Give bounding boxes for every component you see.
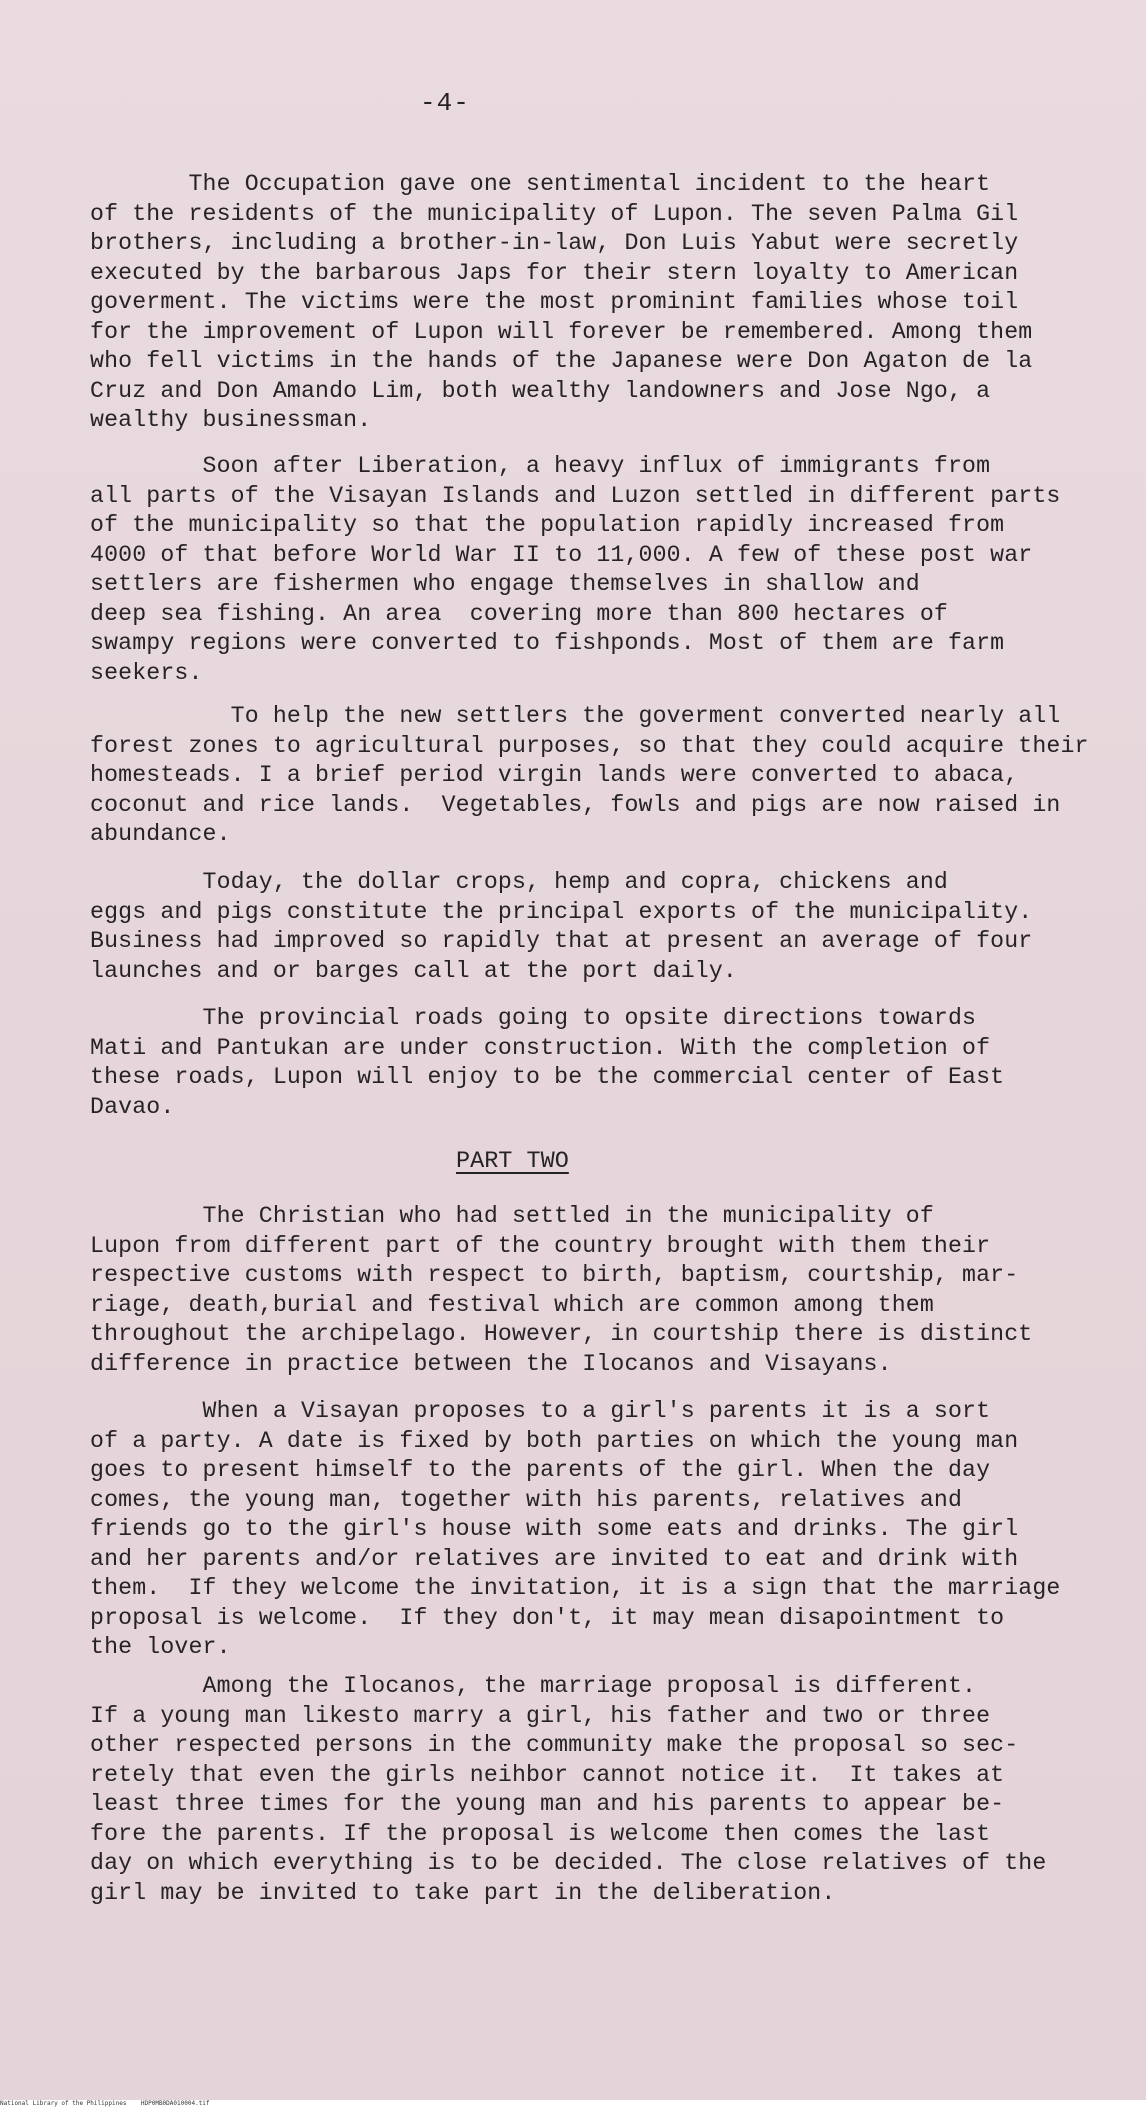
- text-line: friends go to the girl's house with some eats and drinks. The girl: [90, 1516, 1019, 1542]
- text-line: all parts of the Visayan Islands and Luzon settled in different parts: [90, 482, 1061, 509]
- page-number: -4-: [420, 88, 470, 118]
- text-line: difference in practice between the Ilocanos and Visayans.: [90, 1350, 892, 1377]
- paragraph-visayan-proposal: [90, 1397, 1070, 1663]
- text-line: swampy regions were converted to fishponds. Most of them are farm: [90, 630, 1005, 656]
- text-line: day on which everything is to be decided. The close relatives of the: [90, 1850, 1047, 1876]
- text-line: least three times for the young man and his parents to appear be-: [90, 1791, 1005, 1817]
- paragraph-exports: [90, 868, 1070, 986]
- text-line: settlers are fishermen who engage themselves in shallow and: [90, 571, 920, 597]
- text-line: them. If they welcome the invitation, it is a sign that the marriage: [90, 1575, 1061, 1601]
- text-line: eggs and pigs constitute the principal exports of the municipality.: [90, 898, 1033, 925]
- text-line: abundance.: [90, 821, 231, 847]
- text-line: riage, death,burial and festival which are common among them: [90, 1291, 934, 1318]
- text-line: wealthy businessman.: [90, 407, 372, 433]
- text-line: launches and or barges call at the port daily.: [90, 957, 737, 984]
- text-line: Soon after Liberation, a heavy influx of immigrants from: [90, 453, 991, 479]
- text-line: the lover.: [90, 1634, 231, 1660]
- paragraph-ilocano-proposal: [90, 1672, 1070, 1908]
- text-line: other respected persons in the community make the proposal so sec-: [90, 1732, 1019, 1758]
- text-line: of a party. A date is fixed by both parties on which the young man: [90, 1427, 1019, 1454]
- text-line: for the improvement of Lupon will forever be remembered. Among them: [90, 318, 1033, 345]
- text-line: The provincial roads going to opsite directions towards: [90, 1005, 977, 1031]
- text-line: deep sea fishing. An area covering more than 800 hectares of: [90, 600, 948, 627]
- text-line: these roads, Lupon will enjoy to be the commercial center of East: [90, 1064, 1005, 1090]
- paragraph-roads: [90, 1004, 1070, 1122]
- text-line: who fell victims in the hands of the Japanese were Don Agaton de la: [90, 348, 1033, 374]
- text-line: forest zones to agricultural purposes, so that they could acquire their: [90, 732, 1089, 759]
- paragraph-settlers: [90, 702, 1089, 850]
- text-line: seekers.: [90, 659, 203, 686]
- text-line: proposal is welcome. If they don't, it may mean disapointment to: [90, 1604, 1005, 1631]
- text-line: of the municipality so that the population rapidly increased from: [90, 512, 1005, 538]
- text-line: The Christian who had settled in the municipality of: [90, 1203, 934, 1229]
- text-line: Lupon from different part of the country brought with them their: [90, 1232, 991, 1259]
- text-line: Mati and Pantukan are under construction. With the completion of: [90, 1034, 991, 1061]
- text-line: When a Visayan proposes to a girl's parents it is a sort: [90, 1398, 991, 1424]
- text-line: Business had improved so rapidly that at present an average of four: [90, 928, 1033, 954]
- text-line: Among the Ilocanos, the marriage proposal is different.: [90, 1673, 977, 1699]
- text-line: goes to present himself to the parents of the girl. When the day: [90, 1457, 991, 1483]
- text-line: coconut and rice lands. Vegetables, fowls and pigs are now raised in: [90, 791, 1061, 818]
- text-line: homesteads. I a brief period virgin lands were converted to abaca,: [90, 762, 1019, 788]
- paragraph-occupation: [90, 170, 1070, 436]
- paragraph-liberation: [90, 452, 1070, 688]
- text-line: 4000 of that before World War II to 11,000. A few of these post war: [90, 541, 1033, 568]
- text-line: respective customs with respect to birth, baptism, courtship, mar-: [90, 1262, 1019, 1288]
- text-line: To help the new settlers the goverment converted nearly all: [90, 703, 1061, 729]
- text-line: fore the parents. If the proposal is welcome then comes the last: [90, 1820, 991, 1847]
- text-line: If a young man likesto marry a girl, his father and two or three: [90, 1702, 991, 1729]
- text-line: girl may be invited to take part in the deliberation.: [90, 1879, 836, 1906]
- scan-footer: National Library of the Philippines HDP0MB0DA010004.tif: [0, 2100, 1146, 2108]
- text-line: retely that even the girls neihbor cannot notice it. It takes at: [90, 1761, 1005, 1788]
- text-line: executed by the barbarous Japs for their stern loyalty to American: [90, 259, 1019, 286]
- section-heading: PART TWO: [456, 1148, 569, 1175]
- text-line: The Occupation gave one sentimental incident to the heart: [90, 171, 991, 197]
- text-line: brothers, including a brother-in-law, Don Luis Yabut were secretly: [90, 230, 1019, 256]
- text-line: and her parents and/or relatives are invited to eat and drink with: [90, 1545, 1019, 1572]
- text-line: Davao.: [90, 1093, 175, 1120]
- text-line: Cruz and Don Amando Lim, both wealthy landowners and Jose Ngo, a: [90, 377, 991, 404]
- text-line: comes, the young man, together with his parents, relatives and: [90, 1486, 963, 1513]
- paragraph-customs: [90, 1202, 1070, 1379]
- text-line: goverment. The victims were the most prominint families whose toil: [90, 289, 1019, 315]
- text-line: of the residents of the municipality of Lupon. The seven Palma Gil: [90, 200, 1019, 227]
- text-line: Today, the dollar crops, hemp and copra, chickens and: [90, 869, 948, 895]
- text-line: throughout the archipelago. However, in courtship there is distinct: [90, 1321, 1033, 1347]
